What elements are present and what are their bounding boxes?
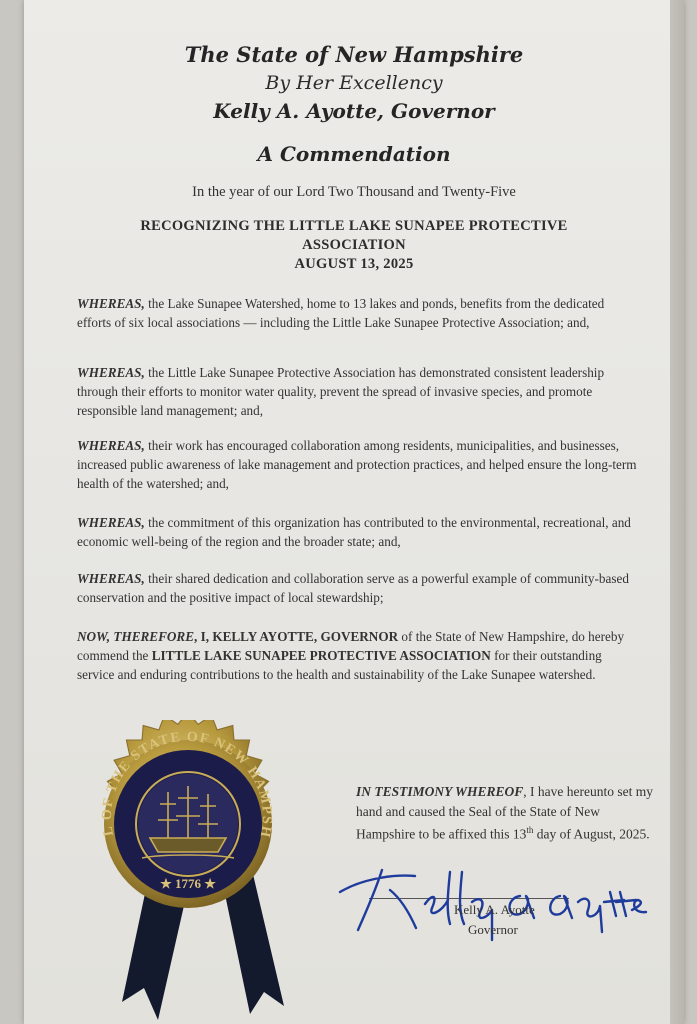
title-date: AUGUST 13, 2025 (294, 256, 414, 272)
state-heading: The State of New Hampshire (184, 42, 524, 67)
title-line-1: RECOGNIZING THE LITTLE LAKE SUNAPEE PROTECTIVE (140, 218, 568, 234)
testimony-text-1: , I have hereunto set my hand and caused the Seal of the State of New Hampshire to be affixed this 13 (356, 784, 654, 842)
whereas-text: the Lake Sunapee Watershed, home to 13 lakes and ponds, benefits from the dedicated efforts of six local associations — including the Little Lake Sunapee Protective Association; and, (77, 296, 605, 330)
testimony-paragraph (356, 782, 656, 844)
signer-block (454, 900, 535, 940)
whereas-paragraph (77, 513, 637, 551)
whereas-lead: WHEREAS, (77, 571, 145, 586)
governor-caps: KELLY AYOTTE, GOVERNOR (212, 629, 399, 644)
whereas-text: their work has encouraged collaboration among residents, municipalities, and businesses, increased public awareness of lake management and protection practices, and helped ensure the long-term health of the watershed; and, (77, 438, 637, 491)
testimony-lead: IN TESTIMONY WHEREOF (356, 784, 524, 799)
now-therefore-paragraph (77, 627, 637, 684)
governor-line: Kelly A. Ayotte, Governor (213, 99, 495, 123)
seal-with-ribbon (72, 720, 312, 1024)
title-line-2: ASSOCIATION (302, 237, 406, 253)
whereas-text: the commitment of this organization has contributed to the environmental, recreational, and economic well-being of the region and the broader state; and, (77, 515, 631, 549)
signer-title: Governor (468, 922, 518, 937)
state-seal (72, 720, 312, 1024)
whereas-paragraph (77, 294, 637, 332)
seal-year: ★ 1776 ★ (160, 876, 216, 891)
whereas-lead: WHEREAS, (77, 296, 145, 311)
now-therefore-comma: , I, (194, 629, 213, 644)
commendation-paper (24, 0, 684, 1024)
whereas-text: the Little Lake Sunapee Protective Association has demonstrated consistent leadership through their efforts to monitor water quality, prevent the spread of invasive species, and promote responsible land management; and, (77, 365, 605, 418)
whereas-paragraph (77, 363, 637, 420)
whereas-lead: WHEREAS, (77, 365, 145, 380)
seal-arc-text: L OF THE STATE OF NEW HAMPSH (99, 729, 275, 840)
document-type: A Commendation (257, 142, 451, 166)
testimony-ordinal: th (526, 825, 534, 835)
testimony-text-2: day of August, 2025. (533, 826, 650, 842)
paper-edge (670, 0, 684, 1024)
commendation-title (24, 217, 684, 274)
whereas-lead: WHEREAS, (77, 438, 145, 453)
year-line: In the year of our Lord Two Thousand and Twenty-Five (192, 184, 516, 200)
whereas-text: their shared dedication and collaboration serve as a powerful example of community-based conservation and the positive impact of local stewardship; (77, 571, 629, 605)
signer-name: Kelly A. Ayotte (454, 902, 535, 917)
excellency-line: By Her Excellency (265, 72, 443, 94)
now-therefore-lead: NOW, THEREFORE (77, 629, 194, 644)
whereas-paragraph (77, 436, 637, 493)
whereas-lead: WHEREAS, (77, 515, 145, 530)
now-therefore-tail: for their outstanding service and enduring contributions to the health and sustainability of the Lake Sunapee watershed. (77, 648, 602, 682)
organization-caps: LITTLE LAKE SUNAPEE PROTECTIVE ASSOCIATION (151, 648, 491, 663)
now-therefore-mid: of the State of New Hampshire, do hereby commend the (77, 629, 625, 663)
whereas-paragraph (77, 569, 637, 607)
